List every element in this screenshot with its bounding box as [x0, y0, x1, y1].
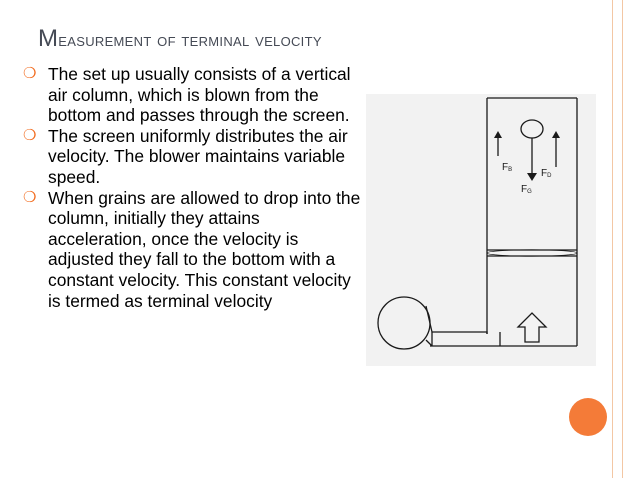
- bullet-item: [22, 64, 362, 126]
- bullet-item: [22, 126, 362, 188]
- grain-particle: [521, 120, 543, 138]
- title-text: easurement of terminal velocity: [58, 30, 322, 51]
- title-initial: M: [38, 25, 59, 52]
- airflow-arrow: [518, 313, 546, 342]
- label-fg: FG: [521, 184, 532, 195]
- gravity-arrow-head: [527, 173, 537, 181]
- drag-arrow-head: [552, 131, 560, 138]
- bullet-marker-icon: ❍: [23, 188, 37, 206]
- slide-title: [38, 26, 598, 54]
- bullet-text: When grains are allowed to drop into the column, initially they attains acceleration, once the velocity is adjusted they fall to the bottom with a constant velocity. This constant velocity is termed as terminal velocity: [48, 187, 361, 311]
- bullet-list: [22, 64, 362, 311]
- buoyancy-arrow-head: [494, 131, 502, 138]
- duct-top: [426, 306, 487, 334]
- blower-housing: [378, 297, 430, 349]
- bullet-marker-icon: ❍: [23, 126, 37, 144]
- bullet-item: [22, 188, 362, 312]
- apparatus-svg: [366, 94, 596, 366]
- bullet-text: The screen uniformly distributes the air velocity. The blower maintains variable speed.: [48, 125, 348, 187]
- duct-corner: [426, 340, 432, 346]
- bullet-text: The set up usually consists of a vertical air column, which is blown from the bottom and passes through the screen.: [48, 64, 351, 126]
- bullet-marker-icon: ❍: [23, 65, 37, 82]
- decorative-rule-outer: [612, 0, 613, 478]
- screen-mesh: [487, 250, 577, 256]
- label-fd: FD: [541, 168, 552, 179]
- terminal-velocity-apparatus-diagram: [366, 94, 596, 366]
- decorative-orange-circle: [569, 398, 607, 436]
- decorative-rule-inner: [622, 0, 623, 478]
- label-fb: FB: [502, 162, 513, 173]
